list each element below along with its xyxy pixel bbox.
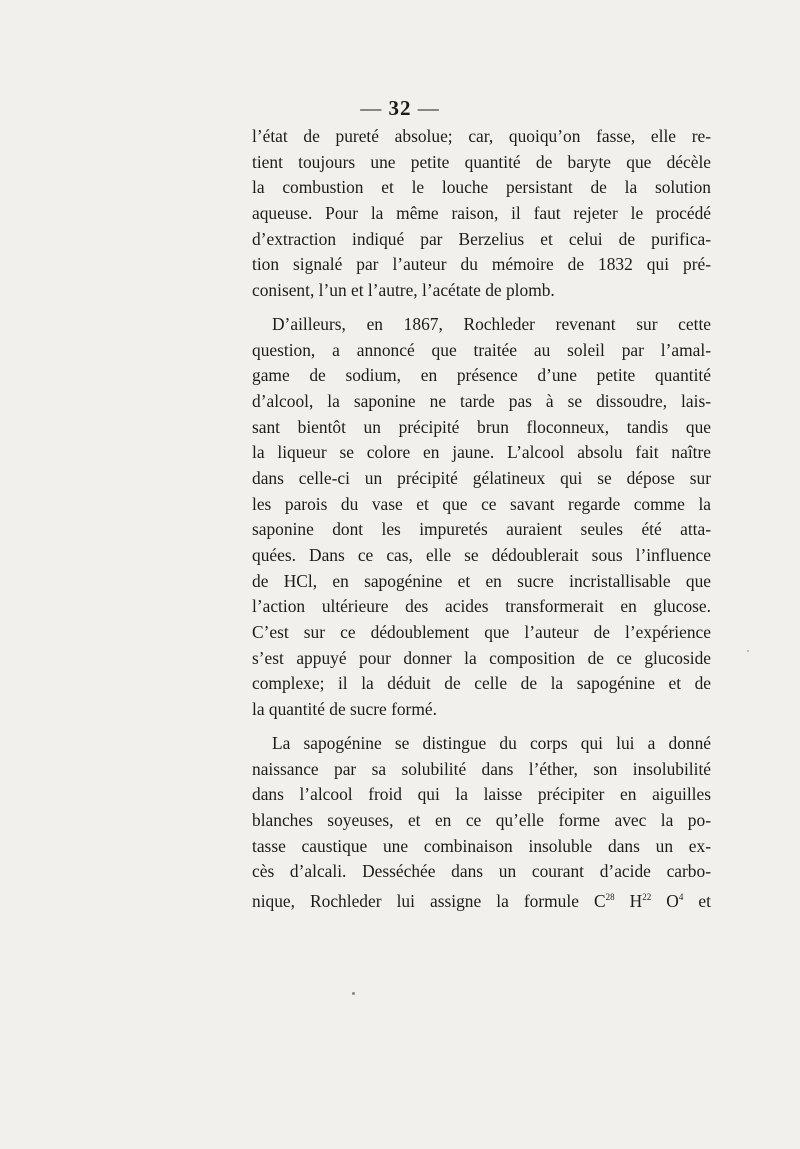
text-line: aqueuse. Pour la même raison, il faut rejeter le procédé <box>252 203 711 224</box>
paper-speck <box>747 650 749 652</box>
formula-oxygen-count: 4 <box>678 891 684 902</box>
page-number <box>0 96 800 121</box>
paragraph-1 <box>252 124 711 304</box>
text-line: l’action ultérieure des acides transformerait en glucose. <box>252 596 711 617</box>
body-text <box>252 124 711 911</box>
text-line: dans celle-ci un précipité gélatineux qui se dépose sur <box>252 467 711 488</box>
text-line: dans l’alcool froid qui la laisse précipiter en aiguilles <box>252 784 711 805</box>
paper-speck <box>352 992 355 995</box>
formula-carbon-count: 28 <box>605 891 615 902</box>
text-line: s’est appuyé pour donner la composition de ce glucoside <box>252 647 711 668</box>
page-number-dash-left: — <box>360 96 383 120</box>
formula-prefix: nique, Rochleder lui assigne la formule <box>252 890 579 911</box>
text-line: sant bientôt un précipité brun floconneux, tandis que <box>252 416 711 437</box>
paragraph-2 <box>252 312 711 723</box>
text-line: conisent, l’un et l’autre, l’acétate de plomb. <box>252 280 555 301</box>
text-line: D’ailleurs, en 1867, Rochleder revenant sur cette <box>272 313 711 334</box>
page-number-dash-right: — <box>417 96 440 120</box>
text-line: complexe; il la déduit de celle de la sapogénine et de <box>252 673 711 694</box>
text-line: tasse caustique une combinaison insoluble dans un ex- <box>252 835 711 856</box>
text-line: naissance par sa solubilité dans l’éther, son insolubilité <box>252 758 711 779</box>
formula-hydrogen-count: 22 <box>642 891 652 902</box>
text-line: la combustion et le louche persistant de la solution <box>252 177 711 198</box>
text-line: saponine dont les impuretés auraient seules été atta- <box>252 519 711 540</box>
text-line: tion signalé par l’auteur du mémoire de 1832 qui pré- <box>252 254 711 275</box>
text-line: d’alcool, la saponine ne tarde pas à se dissoudre, lais- <box>252 390 711 411</box>
page-number-value: 32 <box>388 96 412 120</box>
text-line: l’état de pureté absolue; car, quoiqu’on fasse, elle re- <box>252 126 711 146</box>
formula-hydrogen: H <box>629 890 643 911</box>
text-line: tient toujours une petite quantité de baryte que décèle <box>252 151 711 172</box>
paragraph-3 <box>252 731 711 911</box>
text-line: blanches soyeuses, et en ce qu’elle forme avec la po- <box>252 809 711 830</box>
text-line: de HCl, en sapogénine et en sucre incristallisable que <box>252 570 711 591</box>
text-line: question, a annoncé que traitée au soleil par l’amal- <box>252 339 711 360</box>
chemical-formula <box>594 891 683 911</box>
formula-carbon: C <box>593 890 606 911</box>
text-line: les parois du vase et que ce savant regarde comme la <box>252 493 711 514</box>
formula-oxygen: O <box>666 890 679 911</box>
text-line: la liqueur se colore en jaune. L’alcool absolu fait naître <box>252 442 711 463</box>
formula-line <box>252 885 711 911</box>
text-line: C’est sur ce dédoublement que l’auteur de l’expérience <box>252 622 711 643</box>
text-line: la quantité de sucre formé. <box>252 699 437 720</box>
text-line: d’extraction indiqué par Berzelius et celui de purifica- <box>252 228 711 249</box>
text-line: game de sodium, en présence d’une petite quantité <box>252 365 711 386</box>
text-line: quées. Dans ce cas, elle se dédoublerait sous l’influence <box>252 545 711 565</box>
text-line: La sapogénine se distingue du corps qui lui a donné <box>272 732 711 753</box>
formula-suffix: et <box>698 890 711 911</box>
text-line: cès d’alcali. Desséchée dans un courant d’acide carbo- <box>252 861 711 882</box>
